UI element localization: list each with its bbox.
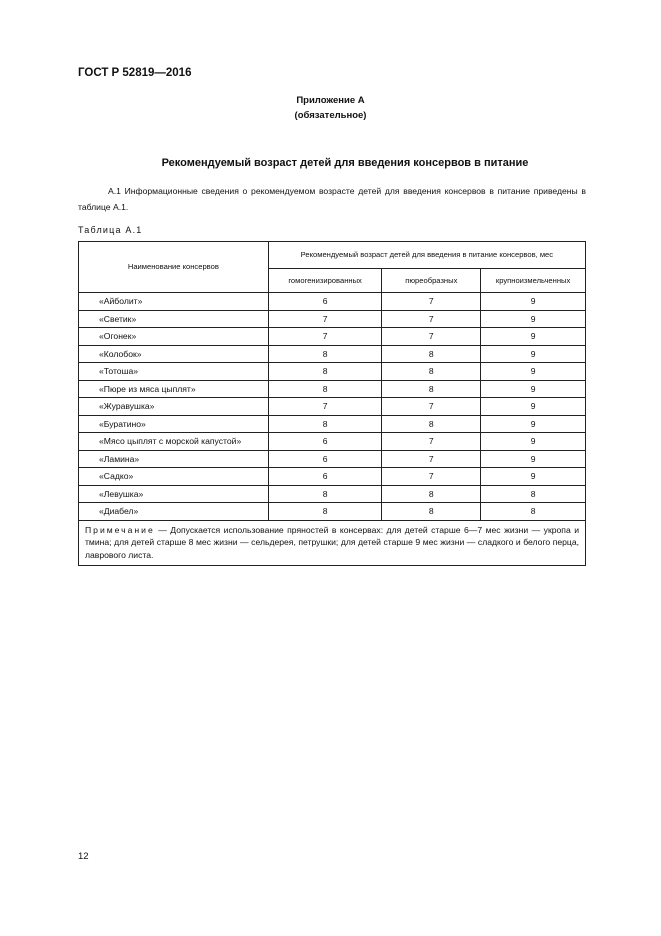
- table-note-row: [79, 520, 586, 566]
- col-header-coarse: крупноизмельченных: [481, 269, 586, 293]
- product-name-cell: «Журавушка»: [79, 398, 269, 416]
- age-homogenized-cell: 7: [268, 328, 382, 346]
- note-label: Примечание: [85, 524, 155, 535]
- table-row: [79, 380, 586, 398]
- product-name-cell: «Ламина»: [79, 450, 269, 468]
- annex-status: (обязательное): [294, 110, 367, 121]
- product-name-cell: «Айболит»: [79, 293, 269, 311]
- age-puree-cell: 7: [382, 328, 481, 346]
- note-text: — Допускается использование пряностей в консервах: для детей старше 6—7 мес жизни — укропа и тмина; для детей старше 8 мес жизни — сельдерея, петрушки; для детей старше 9 мес жизни — сладкого и белого перца, лаврового листа.: [85, 524, 579, 560]
- table-row: [79, 433, 586, 451]
- table-row: [79, 398, 586, 416]
- product-name-cell: «Левушка»: [79, 485, 269, 503]
- age-coarse-cell: 9: [481, 310, 586, 328]
- age-homogenized-cell: 8: [268, 485, 382, 503]
- table-row: [79, 363, 586, 381]
- table-row: [79, 503, 586, 521]
- age-homogenized-cell: 8: [268, 503, 382, 521]
- product-name-cell: «Огонек»: [79, 328, 269, 346]
- age-homogenized-cell: 7: [268, 310, 382, 328]
- table-caption: Таблица А.1: [78, 225, 143, 235]
- age-puree-cell: 8: [382, 503, 481, 521]
- col-header-puree: пюреобразных: [382, 269, 481, 293]
- table-note: [79, 520, 586, 566]
- age-puree-cell: 8: [382, 485, 481, 503]
- age-coarse-cell: 9: [481, 398, 586, 416]
- col-header-group: Рекомендуемый возраст детей для введения в питание консервов, мес: [268, 242, 585, 269]
- col-header-name: Наименование консервов: [79, 242, 269, 293]
- product-name-cell: «Мясо цыплят с морской капустой»: [79, 433, 269, 451]
- age-coarse-cell: 9: [481, 450, 586, 468]
- age-coarse-cell: 9: [481, 415, 586, 433]
- product-name-cell: «Светик»: [79, 310, 269, 328]
- page-number: 12: [78, 851, 89, 862]
- product-name-cell: «Буратино»: [79, 415, 269, 433]
- product-name-cell: «Садко»: [79, 468, 269, 486]
- product-name-cell: «Тотоша»: [79, 363, 269, 381]
- annex-label: Приложение А: [296, 95, 365, 106]
- age-coarse-cell: 9: [481, 468, 586, 486]
- age-homogenized-cell: 6: [268, 433, 382, 451]
- age-puree-cell: 8: [382, 363, 481, 381]
- table-row: [79, 415, 586, 433]
- age-homogenized-cell: 6: [268, 450, 382, 468]
- body-paragraph: А.1 Информационные сведения о рекомендуемом возрасте детей для введения консервов в питание приведены в таблице А.1.: [78, 186, 586, 212]
- document-id: ГОСТ Р 52819—2016: [78, 67, 192, 79]
- age-homogenized-cell: 6: [268, 293, 382, 311]
- table-row: [79, 345, 586, 363]
- age-puree-cell: 8: [382, 345, 481, 363]
- age-coarse-cell: 9: [481, 380, 586, 398]
- table-row: [79, 293, 586, 311]
- age-table: [78, 241, 586, 566]
- annex-title: Рекомендуемый возраст детей для введения консервов в питание: [161, 157, 529, 169]
- table-row: [79, 310, 586, 328]
- product-name-cell: «Пюре из мяса цыплят»: [79, 380, 269, 398]
- table-row: [79, 450, 586, 468]
- age-puree-cell: 7: [382, 468, 481, 486]
- age-puree-cell: 8: [382, 380, 481, 398]
- age-puree-cell: 7: [382, 433, 481, 451]
- table-row: [79, 468, 586, 486]
- product-name-cell: «Колобок»: [79, 345, 269, 363]
- age-puree-cell: 7: [382, 310, 481, 328]
- table-row: [79, 485, 586, 503]
- age-puree-cell: 7: [382, 450, 481, 468]
- table-row: [79, 328, 586, 346]
- age-coarse-cell: 9: [481, 293, 586, 311]
- col-header-homogenized: гомогенизированных: [268, 269, 382, 293]
- product-name-cell: «Диабел»: [79, 503, 269, 521]
- age-puree-cell: 7: [382, 293, 481, 311]
- age-coarse-cell: 8: [481, 485, 586, 503]
- age-homogenized-cell: 8: [268, 380, 382, 398]
- age-homogenized-cell: 8: [268, 415, 382, 433]
- age-coarse-cell: 9: [481, 363, 586, 381]
- age-coarse-cell: 9: [481, 328, 586, 346]
- age-homogenized-cell: 7: [268, 398, 382, 416]
- age-homogenized-cell: 6: [268, 468, 382, 486]
- age-coarse-cell: 9: [481, 433, 586, 451]
- age-homogenized-cell: 8: [268, 363, 382, 381]
- age-coarse-cell: 9: [481, 345, 586, 363]
- age-puree-cell: 7: [382, 398, 481, 416]
- age-homogenized-cell: 8: [268, 345, 382, 363]
- age-puree-cell: 8: [382, 415, 481, 433]
- age-coarse-cell: 8: [481, 503, 586, 521]
